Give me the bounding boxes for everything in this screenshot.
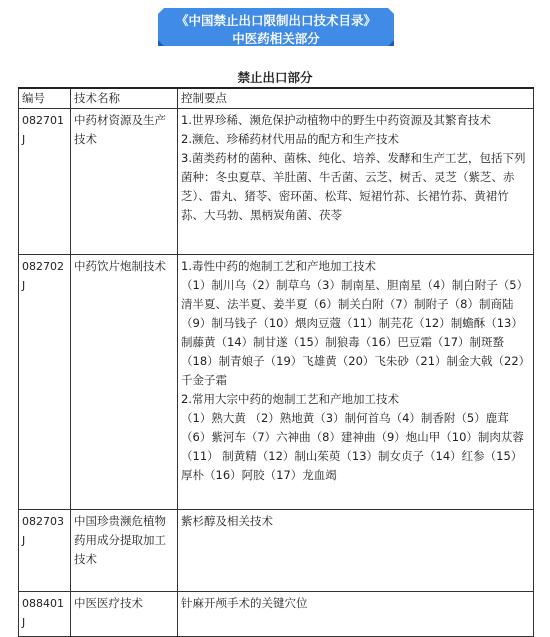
row-control-points [178,592,534,637]
section-title: 禁止出口部分 [237,70,313,85]
control-point: 3.菌类药材的菌种、菌株、纯化、培养、发酵和生产工艺，包括下列菌种：冬虫夏草、羊肚菌、牛舌菌、云芝、树舌、灵芝（紫芝、赤芝）、雷丸、猪苓、密环菌、松茸、短裙竹荪、长裙竹荪、黄裙竹荪、大马勃、黑柄炭角菌、茯苓 [181,151,526,222]
banner-subtitle: 中医药相关部分 [232,31,320,46]
control-point: 2.濒危、珍稀药材代用品的配方和生产技术 [181,132,399,146]
row-tech-name: 中药材资源及生产技术 [71,109,178,255]
table-row [19,510,534,592]
row-tech-name: 中国珍贵濒危植物药用成分提取加工技术 [71,510,178,592]
table-row [19,592,534,637]
control-point: （1）制川乌（2）制草乌（3）制南星、胆南星（4）制白附子（5）清半夏、法半夏、姜半夏（6）制关白附（7）制附子（8）制商陆（9）制马钱子（10）煨肉豆蔻（11）制芫花（12）制蟾酥（13）制藤黄（14）制甘遂（15）制狼毒（16）巴豆霜（17）制斑蝥（18）制青娘子（19）飞雄黄（20）飞朱砂（21）制金大戟（22）千金子霜 [181,278,529,387]
row-tech-name: 中药饮片炮制技术 [71,255,178,510]
control-point: （1）熟大黄 （2）熟地黄（3）制何首乌（4）制香附（5）鹿茸（6）紫河车（7）六神曲（8）建神曲（9）炮山甲（10）制肉苁蓉（11） 制黄精（12）制山茱萸（13）制女贞子（14）红参（15）厚朴（16）阿胶（17）龙血竭 [181,411,524,482]
control-point: 紫杉醇及相关技术 [181,514,273,528]
banner-title: 《中国禁止出口限制出口技术目录》 [175,13,376,28]
control-point: 1.毒性中药的炮制工艺和产地加工技术 [181,259,376,273]
row-code: 082701J [19,109,71,255]
row-code: 082702J [19,255,71,510]
col-header-code: 编号 [19,88,71,109]
row-code: 082703J [19,510,71,592]
title-banner [158,8,394,46]
col-header-points: 控制要点 [178,88,534,109]
row-control-points [178,255,534,510]
table-row [19,255,534,510]
col-header-name: 技术名称 [71,88,178,109]
row-code: 088401J [19,592,71,637]
export-table [18,87,534,637]
row-control-points [178,510,534,592]
control-point: 1.世界珍稀、濒危保护动植物中的野生中药资源及其繁育技术 [181,113,491,127]
control-point: 2.常用大宗中药的炮制工艺和产地加工技术 [181,392,399,406]
table-row [19,109,534,255]
row-tech-name: 中医医疗技术 [71,592,178,637]
table-header-row [19,88,534,109]
control-point: 针麻开颅手术的关键穴位 [181,596,308,610]
row-control-points [178,109,534,255]
